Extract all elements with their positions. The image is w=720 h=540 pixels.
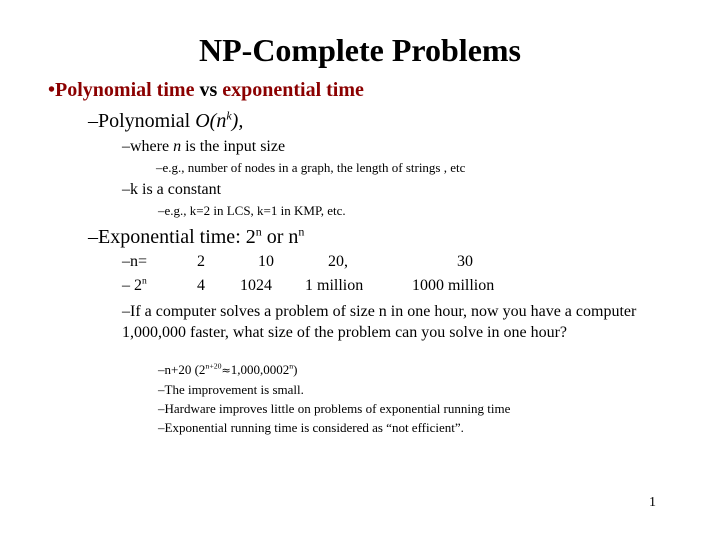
exponential-middle: or n [261,226,299,248]
table-row-2-value: 4 [197,277,205,294]
table-row-1-value: 30 [457,253,473,270]
where-var: n [173,138,182,155]
row-2-label-prefix: – 2 [122,277,142,294]
table-row-1-value: 2 [197,253,205,270]
table-row-2-label [122,277,147,295]
table-row-2-value: 1 million [305,277,364,294]
formula-start: O(n [195,110,227,132]
where-suffix: is the input size [181,138,286,155]
where-n-line [122,138,285,156]
exponential-prefix: –Exponential time: 2 [88,226,256,248]
exponential-time-text: exponential time [222,79,364,101]
approx-symbol: ≈ [221,364,231,377]
answer-1-sup-1: n+20 [205,361,222,371]
page-number: 1 [649,495,656,510]
table-row-1-value: 10 [258,253,274,270]
example-lcs-kmp-line: –e.g., k=2 in LCS, k=1 in KMP, etc. [158,203,346,218]
bullet-marker: • [48,79,56,101]
exponential-sup-1: n [255,224,262,239]
formula-exponent: k [226,108,232,123]
answer-1-sup-2: n [289,361,294,371]
exponential-line [88,226,304,249]
table-row-1-label: –n= [122,253,148,270]
answer-1-mid: 1,000,0002 [230,362,290,377]
slide-title: NP-Complete Problems [199,32,521,68]
answer-1-end: ) [293,362,298,377]
example-nodes-line: –e.g., number of nodes in a graph, the length of strings , etc [156,160,466,175]
formula-end: ), [231,110,244,132]
answer-not-efficient: –Exponential running time is considered as “not efficient”. [158,420,464,435]
bullet-polynomial-vs-exponential [48,79,364,102]
answer-1-prefix: –n+20 (2 [158,362,206,377]
polynomial-label: –Polynomial [88,110,196,132]
table-row-1-value: 20, [328,253,348,270]
polynomial-time-text: Polynomial time [55,79,195,101]
table-row-2-value: 1024 [240,277,272,294]
exponential-sup-2: n [298,224,305,239]
answer-improvement-small: –The improvement is small. [158,382,304,397]
polynomial-formula [195,110,243,132]
answer-n-plus-20 [158,362,297,378]
answer-hardware-improves: –Hardware improves little on problems of exponential running time [158,401,511,416]
table-row-2-value: 1000 million [412,277,495,294]
where-prefix: –where [122,138,174,155]
polynomial-line [88,110,243,133]
question-paragraph: –If a computer solves a problem of size n in one hour, now you have a computer 1,000,000 faster, what size of the problem can you solve in one hour? [122,303,637,341]
row-2-label-sup: n [142,275,147,287]
k-constant-line: –k is a constant [122,181,222,198]
vs-text: vs [194,79,223,101]
